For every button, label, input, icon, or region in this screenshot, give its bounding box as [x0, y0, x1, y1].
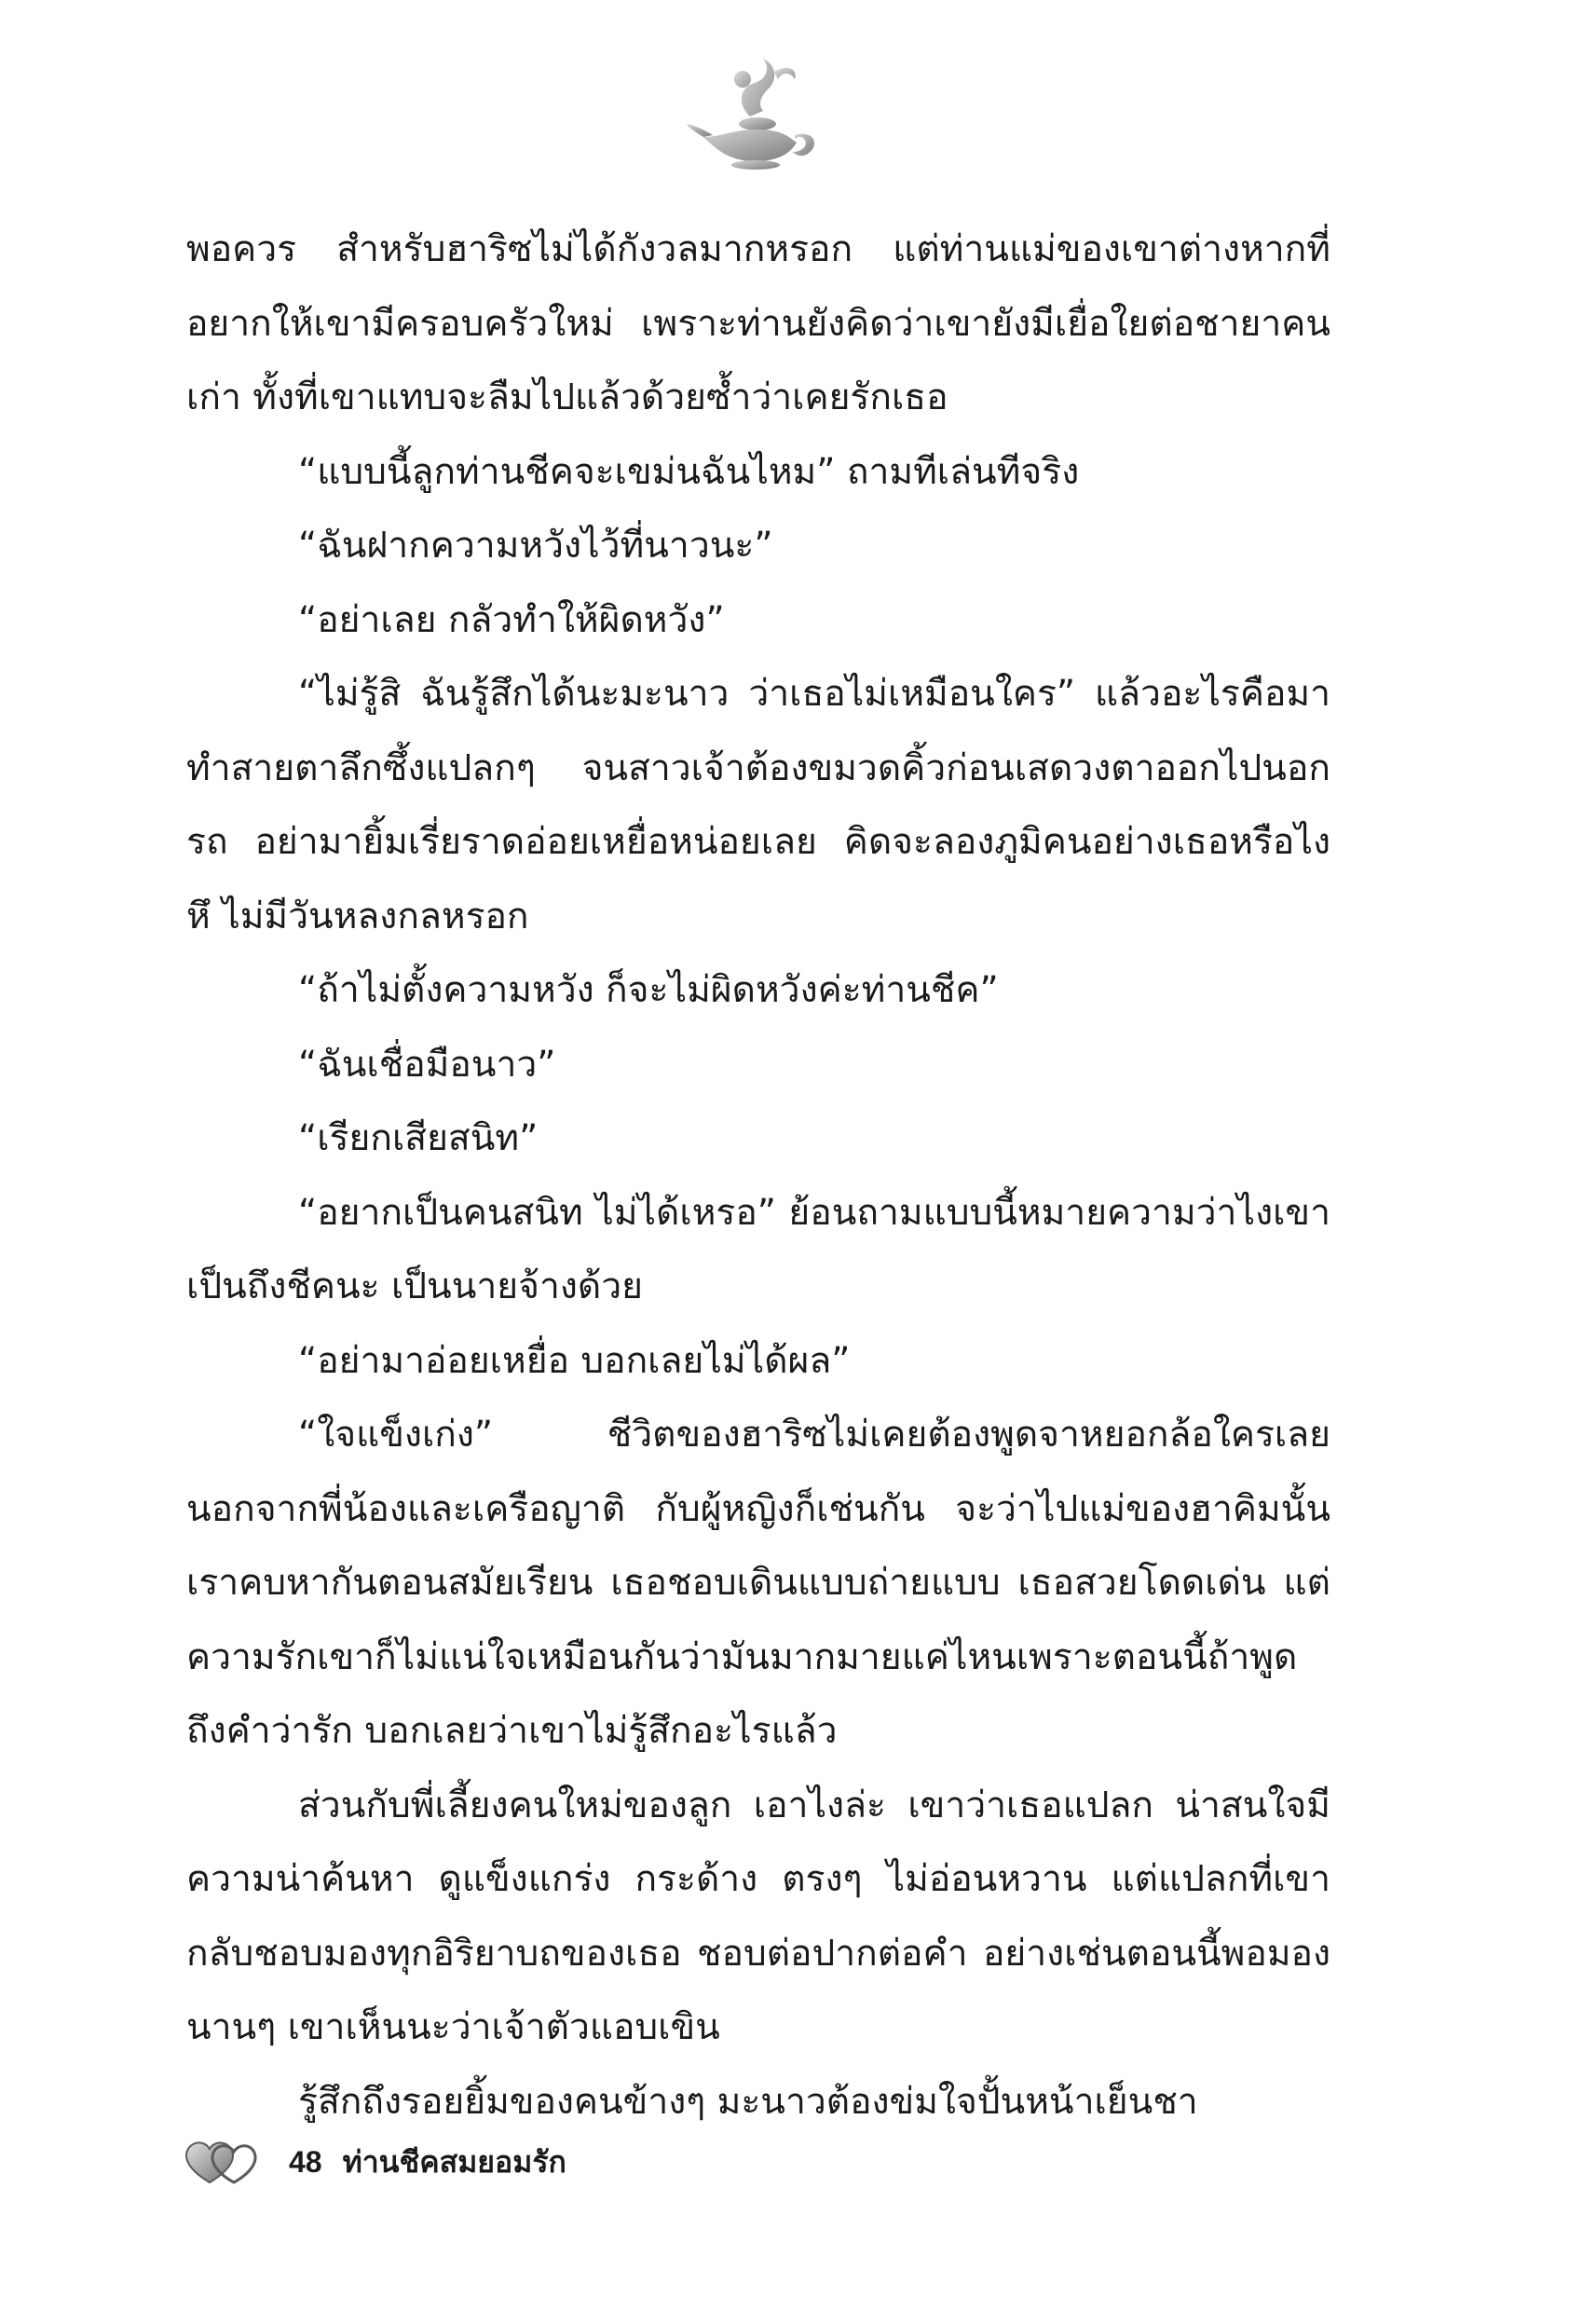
paragraph: รู้สึกถึงรอยยิ้มของคนข้างๆ มะนาวต้องข่มใจปั้นหน้าเย็นชา	[298, 2080, 1198, 2123]
paragraph: “ใจแข็งเก่ง” ชีวิตของฮาริซไม่เคยต้องพูดจาหยอกล้อใครเลยนอกจากพี่น้องและเครือญาติ กับผู้หญิงก็เช่นกัน จะว่าไปแม่ของฮาคิมนั้นเราคบหากันตอนสมัยเรียน เธอชอบเดินแบบถ่ายแบบ เธอสวยโดดเด่น แต่ความรักเขาก็ไม่แน่ใจเหมือนกันว่ามันมากมายแค่ไหนเพราะตอนนี้ถ้าพูดถึงคำว่ารัก บอกเลยว่าเขาไม่รู้สึกอะไรแล้ว	[186, 1414, 1330, 1752]
paragraph: “อย่ามาอ่อยเหยื่อ บอกเลยไม่ได้ผล”	[298, 1339, 851, 1382]
paragraph: “ไม่รู้สิ ฉันรู้สึกได้นะมะนาว ว่าเธอไม่เหมือนใคร” แล้วอะไรคือมาทำสายตาลึกซึ้งแปลกๆ จนสาวเจ้าต้องขมวดคิ้วก่อนเสดวงตาออกไปนอกรถ อย่ามายิ้มเรี่ยราดอ่อยเหยื่อหน่อยเลย คิดจะลองภูมิคนอย่างเธอหรือไง หึ ไม่มีวันหลงกลหรอก	[186, 673, 1330, 937]
hearts-icon	[182, 2136, 266, 2188]
paragraph: “แบบนี้ลูกท่านชีคจะเขม่นฉันไหม” ถามทีเล่นทีจริง	[298, 450, 1080, 493]
genie-lamp-icon	[685, 51, 825, 172]
paragraph: “เรียกเสียสนิท”	[298, 1117, 539, 1159]
page-number: 48	[289, 2144, 322, 2179]
paragraph: ส่วนกับพี่เลี้ยงคนใหม่ของลูก เอาไงล่ะ เขาว่าเธอแปลก น่าสนใจมีความน่าค้นหา ดูแข็งแกร่ง กระด้าง ตรงๆ ไม่อ่อนหวาน แต่แปลกที่เขากลับชอบมองทุกอิริยาบถของเธอ ชอบต่อปากต่อคำ อย่างเช่นตอนนี้พอมองนานๆ เขาเห็นนะว่าเจ้าตัวแอบเขิน	[186, 1784, 1330, 2048]
paragraph: พอควร สำหรับฮาริซไม่ได้กังวลมากหรอก แต่ท่านแม่ของเขาต่างหากที่อยากให้เขามีครอบครัวใหม่ เพราะท่านยังคิดว่าเขายังมีเยื่อใยต่อชายาคนเก่า ทั้งที่เขาแทบจะลืมไปแล้วด้วยซ้ำว่าเคยรักเธอ	[186, 228, 1330, 418]
paragraph: “อย่าเลย กลัวทำให้ผิดหวัง”	[298, 598, 725, 641]
paragraph: “ฉันฝากความหวังไว้ที่นาวนะ”	[298, 525, 773, 567]
body-text	[186, 212, 1330, 2139]
paragraph: “ถ้าไม่ตั้งความหวัง ก็จะไม่ผิดหวังค่ะท่านชีค”	[298, 969, 999, 1011]
book-title: ท่านชีคสมยอมรัก	[342, 2143, 566, 2180]
paragraph: “อยากเป็นคนสนิท ไม่ได้เหรอ” ย้อนถามแบบนี้หมายความว่าไงเขาเป็นถึงชีคนะ เป็นนายจ้างด้วย	[186, 1191, 1330, 1307]
page-footer	[182, 2134, 566, 2190]
paragraph: “ฉันเชื่อมือนาว”	[298, 1043, 556, 1086]
